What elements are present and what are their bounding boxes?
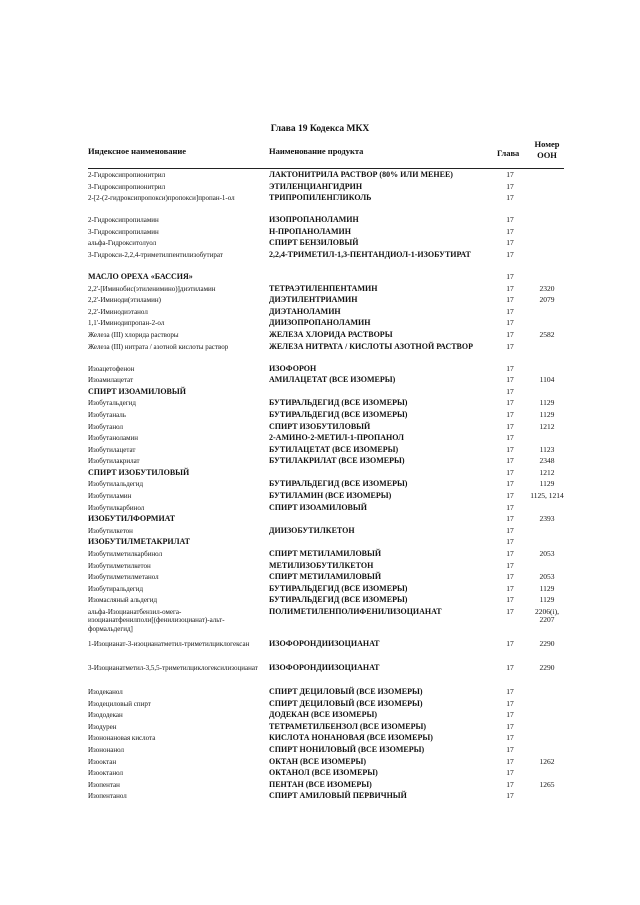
- index-name-cell: альфа-Гидрокситолуол: [88, 239, 157, 248]
- chapter-cell: 17: [506, 283, 514, 293]
- header-un-number: Номер ООН: [534, 139, 560, 160]
- chapter-cell: 17: [506, 398, 514, 408]
- product-name-cell: ДИИЗОПРОПАНОЛАМИН: [269, 318, 371, 328]
- product-name-cell: БУТИРАЛЬДЕГИД (ВСЕ ИЗОМЕРЫ): [269, 595, 408, 605]
- chapter-cell: 17: [506, 444, 514, 454]
- un-number-cell: 1129: [539, 479, 555, 489]
- index-name-cell: Изоамилацетат: [88, 376, 134, 385]
- table-row: [0, 792, 640, 804]
- index-name-cell: 2,2'-[Иминобис(этиленимино)]диэтиламин: [88, 284, 216, 293]
- chapter-cell: 17: [506, 295, 514, 305]
- index-name-cell: ИЗОБУТИЛМЕТАКРИЛАТ: [88, 537, 190, 547]
- chapter-cell: 17: [506, 549, 514, 559]
- product-name-cell: ОКТАНОЛ (ВСЕ ИЗОМЕРЫ): [269, 768, 378, 778]
- table-row: [0, 664, 640, 688]
- chapter-cell: 17: [506, 363, 514, 373]
- product-name-cell: КИСЛОТА НОНАНОВАЯ (ВСЕ ИЗОМЕРЫ): [269, 733, 433, 743]
- chapter-cell: 17: [506, 663, 514, 672]
- product-name-cell: ТЕТРАЭТИЛЕНПЕНТАМИН: [269, 283, 378, 293]
- product-name-cell: ДИИЗОБУТИЛКЕТОН: [269, 525, 355, 535]
- table-row: [0, 411, 640, 423]
- product-name-cell: ЖЕЛЕЗА ХЛОРИДА РАСТВОРЫ: [269, 329, 393, 339]
- un-number-cell: 2290: [539, 639, 555, 648]
- index-name-cell: Изобутилметилметанол: [88, 573, 159, 582]
- index-name-cell: Изобутанол: [88, 422, 123, 431]
- index-name-cell: Железа (III) нитрата / азотной кислоты раствор: [88, 342, 229, 351]
- un-number-cell: 1129: [539, 595, 555, 605]
- index-name-cell: 3-Гидроксипропиламин: [88, 227, 159, 236]
- un-number-cell: 1212: [539, 467, 555, 477]
- product-name-cell: АМИЛАЦЕТАТ (ВСЕ ИЗОМЕРЫ): [269, 375, 396, 385]
- chapter-cell: 17: [506, 502, 514, 512]
- chapter-cell: 17: [506, 687, 514, 696]
- product-name-cell: БУТИРАЛЬДЕГИД (ВСЕ ИЗОМЕРЫ): [269, 583, 408, 593]
- table-row: [0, 273, 640, 285]
- index-name-cell: 2,2'-Иминодиэтанол: [88, 307, 148, 316]
- index-name-cell: Изопентанол: [88, 792, 127, 801]
- product-name-cell: Н-ПРОПАНОЛАМИН: [269, 226, 351, 236]
- chapter-cell: 17: [506, 744, 514, 754]
- chapter-cell: 17: [506, 572, 514, 582]
- table-row: [0, 769, 640, 781]
- product-name-cell: СПИРТ АМИЛОВЫЙ ПЕРВИЧНЫЙ: [269, 791, 407, 801]
- product-name-cell: СПИРТ ДЕЦИЛОВЫЙ (ВСЕ ИЗОМЕРЫ): [269, 698, 423, 708]
- table-row: [0, 608, 640, 640]
- index-name-cell: 2,2'-Иминоди(этиламин): [88, 296, 161, 305]
- un-number-cell: 2053: [539, 572, 555, 582]
- un-number-cell: 1262: [539, 756, 555, 766]
- chapter-cell: 17: [506, 595, 514, 605]
- chapter-cell: 17: [506, 768, 514, 778]
- un-number-cell: 2206(i), 2207: [535, 607, 559, 625]
- index-name-cell: альфа-Изоцианатбензил-омега-изоцианатфенилполи[(фенилизоцианат)-альт-формальдегид]: [88, 608, 225, 633]
- index-name-cell: Изооктан: [88, 757, 117, 766]
- table-row: [0, 492, 640, 504]
- table-row: [0, 194, 640, 216]
- product-name-cell: СПИРТ МЕТИЛАМИЛОВЫЙ: [269, 549, 382, 559]
- chapter-cell: 17: [506, 409, 514, 419]
- un-number-cell: 2320: [539, 283, 555, 293]
- table-row: [0, 376, 640, 388]
- index-name-cell: Изопентан: [88, 780, 120, 789]
- product-name-cell: БУТИЛАМИН (ВСЕ ИЗОМЕРЫ): [269, 491, 392, 501]
- index-name-cell: 3-Изоцианатметил-3,5,5-триметилциклогексилизоцианат: [88, 664, 258, 672]
- un-number-cell: 1104: [539, 375, 555, 385]
- index-name-cell: 1-Изоцианат-3-изоцианатметил-триметилциклогексан: [88, 640, 250, 648]
- un-number-cell: 2053: [539, 549, 555, 559]
- index-name-cell: Изобутилацетат: [88, 445, 136, 454]
- product-name-cell: СПИРТ БЕНЗИЛОВЫЙ: [269, 238, 359, 248]
- chapter-cell: 17: [506, 170, 514, 179]
- product-name-cell: СПИРТ ИЗОАМИЛОВЫЙ: [269, 502, 367, 512]
- product-name-cell: 2,2,4-ТРИМЕТИЛ-1,3-ПЕНТАНДИОЛ-1-ИЗОБУТИРАТ: [269, 249, 471, 259]
- index-name-cell: СПИРТ ИЗОБУТИЛОВЫЙ: [88, 467, 190, 477]
- product-name-cell: СПИРТ ИЗОБУТИЛОВЫЙ: [269, 421, 371, 431]
- un-number-cell: 1129: [539, 409, 555, 419]
- index-name-cell: Изомасляный альдегид: [88, 596, 158, 605]
- chapter-cell: 17: [506, 698, 514, 708]
- un-number-cell: 1125, 1214: [530, 491, 564, 501]
- chapter-cell: 17: [506, 318, 514, 328]
- index-name-cell: Изононановая кислота: [88, 734, 156, 743]
- un-number-cell: 2582: [539, 329, 555, 339]
- product-name-cell: ТРИПРОПИЛЕНГЛИКОЛЬ: [269, 193, 372, 203]
- chapter-cell: 17: [506, 537, 514, 547]
- chapter-cell: 17: [506, 639, 514, 648]
- product-name-cell: СПИРТ НОНИЛОВЫЙ (ВСЕ ИЗОМЕРЫ): [269, 744, 425, 754]
- chapter-cell: 17: [506, 181, 514, 191]
- index-name-cell: Изобутилметилкетон: [88, 561, 151, 570]
- product-name-cell: ПОЛИМЕТИЛЕНПОЛИФЕНИЛИЗОЦИАНАТ: [269, 607, 442, 616]
- chapter-cell: 17: [506, 733, 514, 743]
- chapter-cell: 17: [506, 215, 514, 225]
- table-row: [0, 746, 640, 758]
- product-name-cell: ЖЕЛЕЗА НИТРАТА / КИСЛОТЫ АЗОТНОЙ РАСТВОР: [269, 341, 473, 351]
- chapter-cell: 17: [506, 329, 514, 339]
- chapter-cell: 17: [506, 249, 514, 259]
- index-name-cell: Изооктанол: [88, 769, 123, 778]
- index-name-cell: 2-[2-(2-гидроксипропокси)пропокси]пропан-1-ол: [88, 194, 235, 203]
- index-name-cell: Изобутальдегид: [88, 399, 136, 408]
- product-name-cell: ЭТИЛЕНЦИАНГИДРИН: [269, 181, 363, 191]
- index-name-cell: СПИРТ ИЗОАМИЛОВЫЙ: [88, 386, 186, 396]
- table-row: [0, 550, 640, 562]
- product-name-cell: ДИЭТАНОЛАМИН: [269, 306, 341, 316]
- index-name-cell: 2-Гидроксипропиламин: [88, 216, 159, 225]
- index-name-cell: 1,1'-Иминодипропан-2-ол: [88, 319, 165, 328]
- product-name-cell: ТЕТРАМЕТИЛБЕНЗОЛ (ВСЕ ИЗОМЕРЫ): [269, 721, 426, 731]
- un-number-cell: 1212: [539, 421, 555, 431]
- chapter-cell: 17: [506, 375, 514, 385]
- chapter-cell: 17: [506, 560, 514, 570]
- product-name-cell: БУТИРАЛЬДЕГИД (ВСЕ ИЗОМЕРЫ): [269, 409, 408, 419]
- chapter-cell: 17: [506, 421, 514, 431]
- chapter-cell: 17: [506, 583, 514, 593]
- un-number-cell: 1129: [539, 398, 555, 408]
- product-name-cell: СПИРТ МЕТИЛАМИЛОВЫЙ: [269, 572, 382, 582]
- index-name-cell: 2-Гидроксипропионитрил: [88, 171, 166, 179]
- header-index-name: Индексное наименование: [88, 146, 187, 156]
- product-name-cell: ЛАКТОНИТРИЛА РАСТВОР (80% ИЛИ МЕНЕЕ): [269, 170, 453, 179]
- table-row: [0, 688, 640, 700]
- chapter-cell: 17: [506, 238, 514, 248]
- chapter-cell: 17: [506, 226, 514, 236]
- chapter-cell: 17: [506, 779, 514, 789]
- product-name-cell: ДОДЕКАН (ВСЕ ИЗОМЕРЫ): [269, 710, 378, 720]
- un-number-cell: 1123: [539, 444, 555, 454]
- product-name-cell: БУТИЛАКРИЛАТ (ВСЕ ИЗОМЕРЫ): [269, 456, 405, 466]
- index-name-cell: Изодеканол: [88, 688, 123, 696]
- header-divider: [88, 168, 564, 169]
- table-row: [0, 343, 640, 365]
- index-name-cell: Изодециловый спирт: [88, 699, 151, 708]
- chapter-cell: 17: [506, 491, 514, 501]
- index-name-cell: Изобутиральдегид: [88, 584, 144, 593]
- un-number-cell: 2079: [539, 295, 555, 305]
- index-name-cell: 3-Гидрокси-2,2,4-триметилпентилизобутират: [88, 250, 223, 259]
- index-name-cell: 3-Гидроксипропионитрил: [88, 182, 166, 191]
- index-name-cell: Изододекан: [88, 711, 123, 720]
- table-row: [0, 296, 640, 308]
- substance-table: [0, 171, 640, 804]
- index-name-cell: Изобутилальдегид: [88, 480, 144, 489]
- index-name-cell: Изобутилакрилат: [88, 457, 140, 466]
- product-name-cell: ОКТАН (ВСЕ ИЗОМЕРЫ): [269, 756, 367, 766]
- table-row: [0, 171, 640, 183]
- header-product-name: Наименование продукта: [269, 146, 364, 156]
- chapter-cell: 17: [506, 721, 514, 731]
- chapter-cell: 17: [506, 306, 514, 316]
- product-name-cell: ДИЭТИЛЕНТРИАМИН: [269, 295, 358, 305]
- product-name-cell: БУТИРАЛЬДЕГИД (ВСЕ ИЗОМЕРЫ): [269, 479, 408, 489]
- index-name-cell: Изодурен: [88, 722, 117, 731]
- chapter-cell: 17: [506, 756, 514, 766]
- index-name-cell: ИЗОБУТИЛФОРМИАТ: [88, 514, 176, 524]
- product-name-cell: БУТИЛАЦЕТАТ (ВСЕ ИЗОМЕРЫ): [269, 444, 399, 454]
- chapter-cell: 17: [506, 479, 514, 489]
- un-number-cell: 2348: [539, 456, 555, 466]
- product-name-cell: ИЗОФОРОНДИИЗОЦИАНАТ: [269, 663, 380, 672]
- chapter-cell: 17: [506, 791, 514, 801]
- table-row: [0, 434, 640, 446]
- chapter-cell: 17: [506, 467, 514, 477]
- chapter-cell: 17: [506, 386, 514, 396]
- table-row: [0, 251, 640, 273]
- page-title: Глава 19 Кодекса МКХ: [270, 124, 370, 134]
- chapter-cell: 17: [506, 525, 514, 535]
- chapter-cell: 17: [506, 341, 514, 351]
- index-name-cell: Изоацетофенон: [88, 364, 135, 373]
- product-name-cell: ИЗОФОРОН: [269, 363, 317, 373]
- product-name-cell: ПЕНТАН (ВСЕ ИЗОМЕРЫ): [269, 779, 372, 789]
- table-row: [0, 640, 640, 664]
- product-name-cell: ИЗОПРОПАНОЛАМИН: [269, 215, 359, 225]
- index-name-cell: Изобутаналь: [88, 410, 126, 419]
- header-chapter: Глава: [497, 148, 520, 158]
- chapter-cell: 17: [506, 433, 514, 443]
- chapter-cell: 17: [506, 271, 514, 281]
- product-name-cell: 2-АМИНО-2-МЕТИЛ-1-ПРОПАНОЛ: [269, 433, 405, 443]
- index-name-cell: Изобутилкетон: [88, 526, 133, 535]
- index-name-cell: Изобутиламин: [88, 492, 132, 501]
- un-number-cell: 1265: [539, 779, 555, 789]
- table-row: [0, 331, 640, 343]
- chapter-cell: 17: [506, 456, 514, 466]
- index-name-cell: МАСЛО ОРЕХА «БАССИЯ»: [88, 271, 193, 281]
- un-number-cell: 1129: [539, 583, 555, 593]
- product-name-cell: СПИРТ ДЕЦИЛОВЫЙ (ВСЕ ИЗОМЕРЫ): [269, 687, 423, 696]
- un-number-cell: 2290: [539, 663, 555, 672]
- chapter-cell: 17: [506, 710, 514, 720]
- product-name-cell: МЕТИЛИЗОБУТИЛКЕТОН: [269, 560, 374, 570]
- product-name-cell: ИЗОФОРОНДИИЗОЦИАНАТ: [269, 639, 380, 648]
- chapter-cell: 17: [506, 193, 514, 203]
- chapter-cell: 17: [506, 514, 514, 524]
- index-name-cell: Изобутилметилкарбинол: [88, 550, 163, 559]
- index-name-cell: Железа (III) хлорида растворы: [88, 330, 179, 339]
- index-name-cell: Изононанол: [88, 745, 125, 754]
- index-name-cell: Изобутаноламин: [88, 434, 139, 443]
- index-name-cell: Изобутилкарбинол: [88, 503, 145, 512]
- chapter-cell: 17: [506, 607, 514, 616]
- product-name-cell: БУТИРАЛЬДЕГИД (ВСЕ ИЗОМЕРЫ): [269, 398, 408, 408]
- un-number-cell: 2393: [539, 514, 555, 524]
